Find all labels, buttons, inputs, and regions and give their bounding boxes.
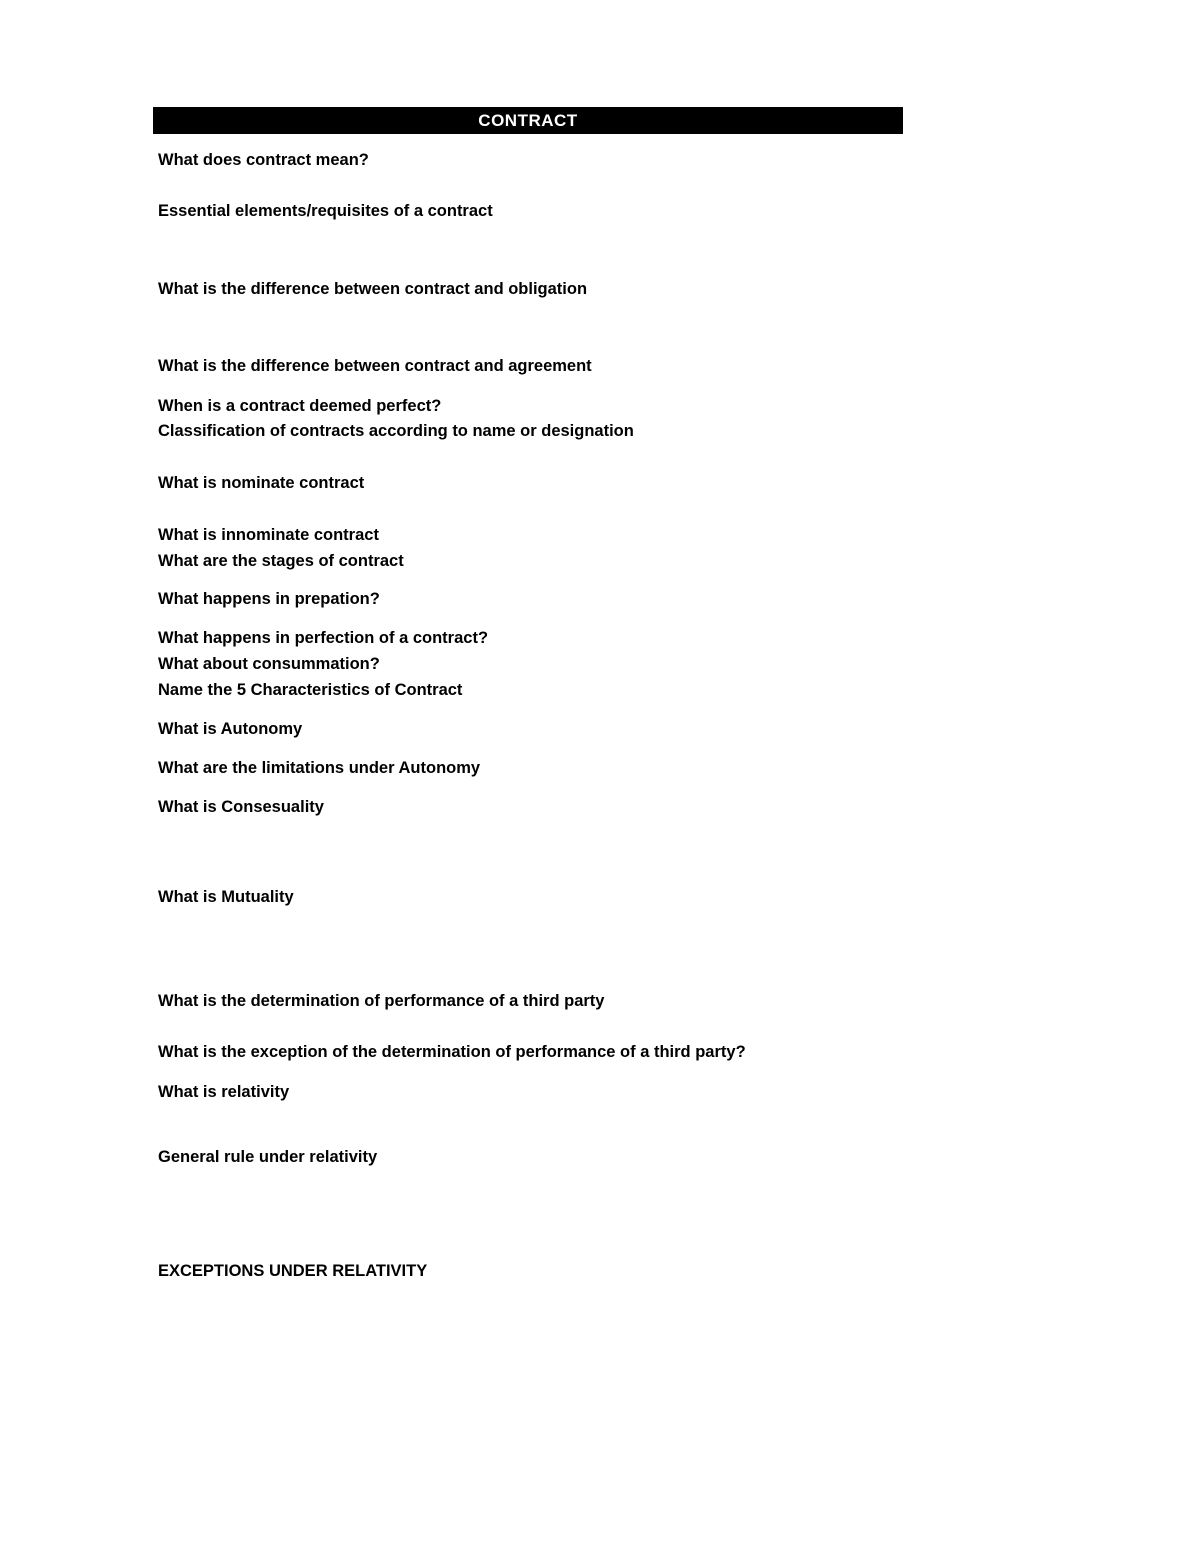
- question-contract-vs-obligation: What is the difference between contract and obligation: [158, 280, 588, 298]
- question-classification: Classification of contracts according to name or designation: [158, 422, 634, 440]
- question-perfection: What happens in perfection of a contract?: [158, 629, 489, 647]
- question-relativity: What is relativity: [158, 1083, 290, 1101]
- document-title: CONTRACT: [153, 107, 903, 134]
- question-contract-perfect: When is a contract deemed perfect?: [158, 397, 442, 415]
- question-consummation: What about consummation?: [158, 655, 380, 673]
- question-contract-meaning: What does contract mean?: [158, 151, 369, 169]
- question-relativity-general-rule: General rule under relativity: [158, 1148, 378, 1166]
- question-autonomy: What is Autonomy: [158, 720, 303, 738]
- heading-exceptions-relativity: EXCEPTIONS UNDER RELATIVITY: [158, 1262, 428, 1280]
- question-essential-elements: Essential elements/requisites of a contract: [158, 202, 493, 220]
- question-preparation: What happens in prepation?: [158, 590, 380, 608]
- question-nominate: What is nominate contract: [158, 474, 365, 492]
- question-consensuality: What is Consesuality: [158, 798, 324, 816]
- question-autonomy-limitations: What are the limitations under Autonomy: [158, 759, 481, 777]
- question-contract-vs-agreement: What is the difference between contract and agreement: [158, 357, 592, 375]
- question-third-party-exception: What is the exception of the determination of performance of a third party?: [158, 1043, 746, 1061]
- question-mutuality: What is Mutuality: [158, 888, 294, 906]
- question-characteristics: Name the 5 Characteristics of Contract: [158, 681, 463, 699]
- question-stages: What are the stages of contract: [158, 552, 404, 570]
- question-innominate: What is innominate contract: [158, 526, 379, 544]
- question-third-party-determination: What is the determination of performance of a third party: [158, 992, 605, 1010]
